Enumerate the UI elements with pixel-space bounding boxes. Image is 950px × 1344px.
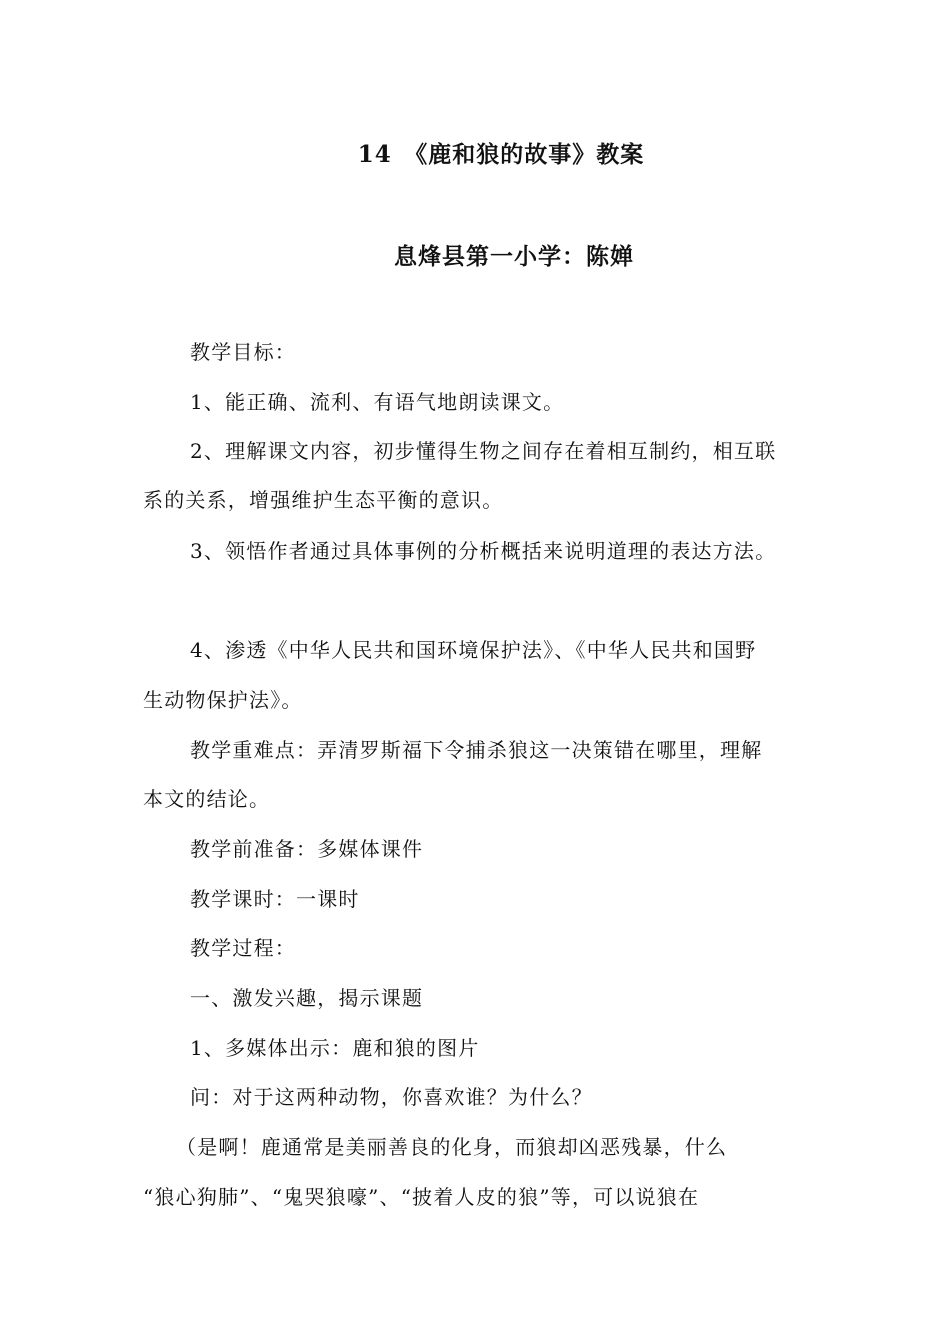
document-title: 14 《鹿和狼的故事》教案 [357,141,645,168]
objective-line: 系的关系，增强维护生态平衡的意识。 [143,488,504,512]
paragraph-line: （是啊！鹿通常是美丽善良的化身，而狼却凶恶残暴，什么 [176,1135,728,1159]
objective-line: 4、渗透《中华人民共和国环境保护法》、《中华人民共和国野 [190,638,757,662]
author-line: 息烽县第一小学：陈婵 [394,243,634,270]
objective-line: 2、理解课文内容，初步懂得生物之间存在着相互制约，相互联 [190,439,777,463]
class-hours-line: 教学课时：一课时 [190,887,360,911]
question-line: 问：对于这两种动物，你喜欢谁？为什么？ [190,1085,593,1109]
paragraph-line: “狼心狗肺”、“鬼哭狼嚎”、“披着人皮的狼”等，可以说狼在 [143,1185,700,1209]
objective-line: 1、能正确、流利、有语气地朗读课文。 [190,390,565,414]
key-points-line: 本文的结论。 [143,787,271,811]
process-step-line: 1、多媒体出示：鹿和狼的图片 [190,1036,480,1060]
process-step-line: 一、激发兴趣，揭示课题 [190,986,424,1010]
section-heading-objectives: 教学目标： [190,340,296,364]
section-heading-process: 教学过程： [190,936,296,960]
preparation-line: 教学前准备：多媒体课件 [190,837,424,861]
objective-line: 3、领悟作者通过具体事例的分析概括来说明道理的表达方法。 [190,539,777,563]
objective-line: 生动物保护法》。 [143,688,303,712]
key-points-line: 教学重难点：弄清罗斯福下令捕杀狼这一决策错在哪里，理解 [190,738,763,762]
